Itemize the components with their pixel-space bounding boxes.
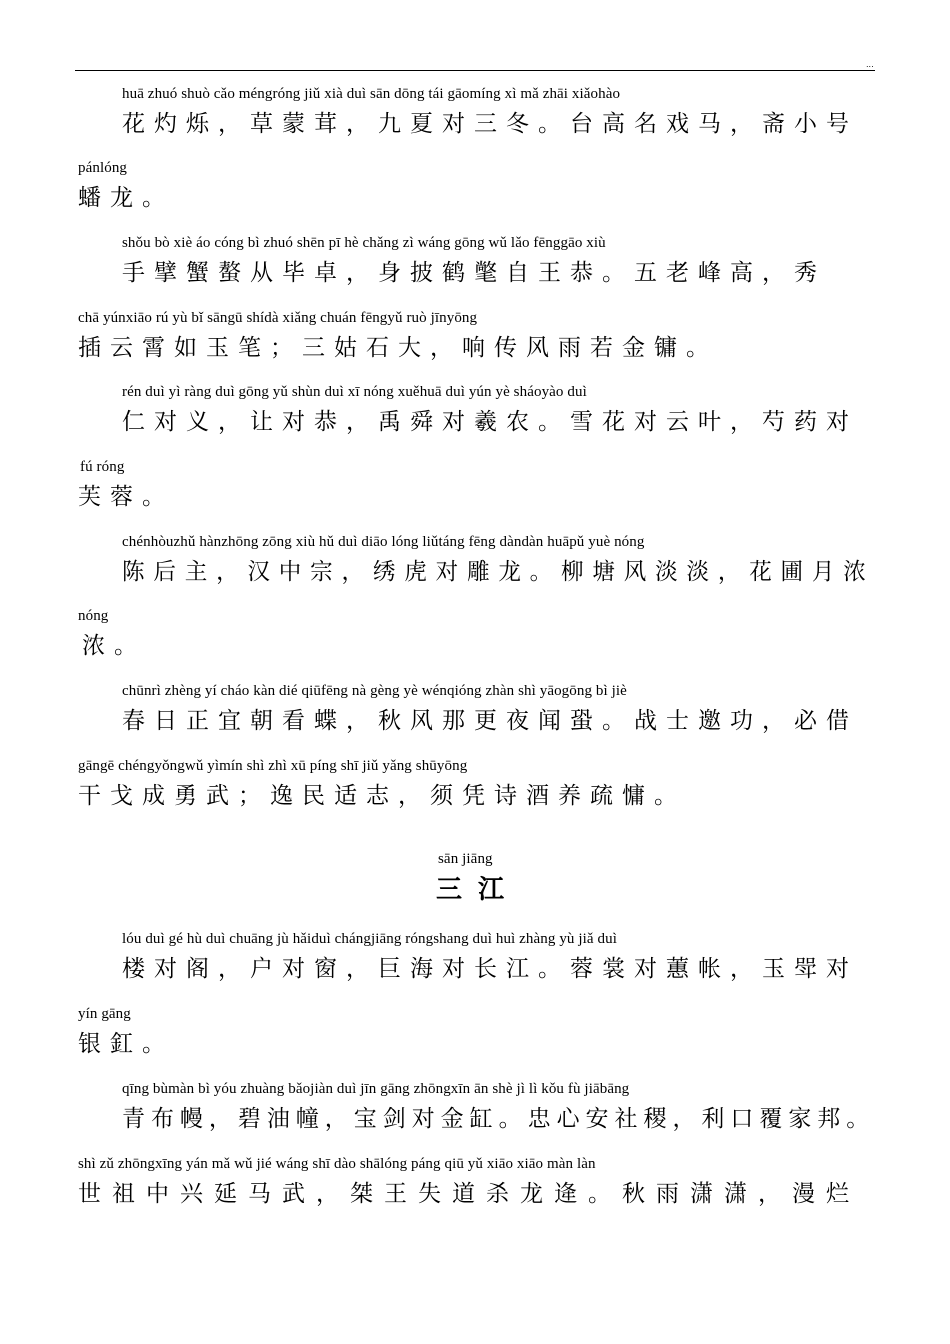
- text-line: [0, 86, 950, 136]
- pinyin-row: nóng: [78, 608, 109, 624]
- hanzi-row: 楼对阁，户对窗，巨海对长江。蓉裳对蕙帐，玉斝对: [122, 956, 858, 982]
- hanzi-row: 浓。: [82, 633, 146, 659]
- text-line: [0, 1081, 950, 1131]
- hanzi-row: 陈后主，汉中宗，绣虎对雕龙。柳塘风淡淡，花圃月浓: [122, 559, 875, 585]
- hanzi-row: 仁对义，让对恭，禹舜对羲农。雪花对云叶，芍药对: [122, 409, 858, 435]
- pinyin-row: huā zhuó shuò cǎo méngróng jiǔ xià duì sān dōng tái gāomíng xì mǎ zhāi xiǎohào: [122, 86, 621, 102]
- hanzi-row: 芙蓉。: [78, 484, 174, 510]
- pinyin-row: yín gāng: [78, 1006, 131, 1022]
- text-line: [0, 459, 950, 509]
- pinyin-row: pánlóng: [78, 160, 128, 176]
- pinyin-row: lóu duì gé hù duì chuāng jù hǎiduì chángjiāng róngshang duì huì zhàng yù jiǎ duì: [122, 931, 617, 947]
- text-line: [0, 683, 950, 733]
- pinyin-row: shì zǔ zhōngxīng yán mǎ wǔ jié wáng shī dào shālóng páng qiū yǔ xiāo xiāo màn làn: [78, 1156, 596, 1172]
- text-line: [0, 931, 950, 981]
- pinyin-row: sān jiāng: [438, 851, 493, 867]
- text-line: [0, 235, 950, 285]
- pinyin-row: qīng bùmàn bì yóu zhuàng bǎojiàn duì jīn gāng zhōngxīn ān shè jì lì kǒu fù jiābāng: [122, 1081, 630, 1097]
- hanzi-row: 插云霄如玉笔；三姑石大，响传风雨若金镛。: [78, 335, 718, 361]
- title-hanzi: 三江: [436, 875, 521, 905]
- pinyin-row: chūnrì zhèng yí cháo kàn dié qiūfēng nà gèng yè wénqióng zhàn shì yāogōng bì jiè: [122, 683, 627, 699]
- text-line: [0, 534, 950, 584]
- hanzi-row: 世祖中兴延马武，桀王失道杀龙逄。秋雨潇潇，漫烂: [78, 1181, 860, 1207]
- header-rule: [75, 70, 875, 71]
- hanzi-row: 花灼烁，草蒙茸，九夏对三冬。台高名戏马，斋小号: [122, 111, 858, 137]
- pinyin-row: chā yúnxiāo rú yù bǐ sāngū shídà xiǎng chuán fēngyǔ ruò jīnyōng: [78, 310, 478, 326]
- text-line: [0, 160, 950, 210]
- hanzi-row: 春日正宜朝看蝶，秋风那更夜闻蛩。战士邀功，必借: [122, 708, 858, 734]
- text-line: [0, 1156, 950, 1206]
- hanzi-row: 手擘蟹螯从毕卓，身披鹤氅自王恭。五老峰高，秀: [122, 260, 826, 286]
- pinyin-row: fú róng: [80, 459, 125, 475]
- text-line: [0, 758, 950, 808]
- text-line: [0, 608, 950, 658]
- text-line: [0, 384, 950, 434]
- hanzi-row: 干戈成勇武；逸民适志，须凭诗酒养疏慵。: [78, 783, 686, 809]
- pinyin-row: chénhòuzhǔ hànzhōng zōng xiù hǔ duì diāo lóng liǔtáng fēng dàndàn huāpǔ yuè nóng: [122, 534, 645, 550]
- hanzi-row: 蟠龙。: [78, 185, 174, 211]
- text-line: [0, 1006, 950, 1056]
- hanzi-row: 青布幔，碧油幢，宝剑对金缸。忠心安社稷，利口覆家邦。: [122, 1106, 876, 1132]
- pinyin-row: rén duì yì ràng duì gōng yǔ shùn duì xī nóng xuěhuā duì yún yè sháoyào duì: [122, 384, 587, 400]
- hanzi-row: 银釭。: [78, 1031, 174, 1057]
- pinyin-row: shǒu bò xiè áo cóng bì zhuó shēn pī hè chǎng zì wáng gōng wǔ lǎo fēnggāo xiù: [122, 235, 606, 251]
- text-line: [0, 310, 950, 360]
- header-mark: ...: [866, 60, 874, 69]
- pinyin-row: gāngē chéngyǒngwǔ yìmín shì zhì xū píng shī jiǔ yǎng shūyōng: [78, 758, 468, 774]
- section-title: [0, 851, 950, 905]
